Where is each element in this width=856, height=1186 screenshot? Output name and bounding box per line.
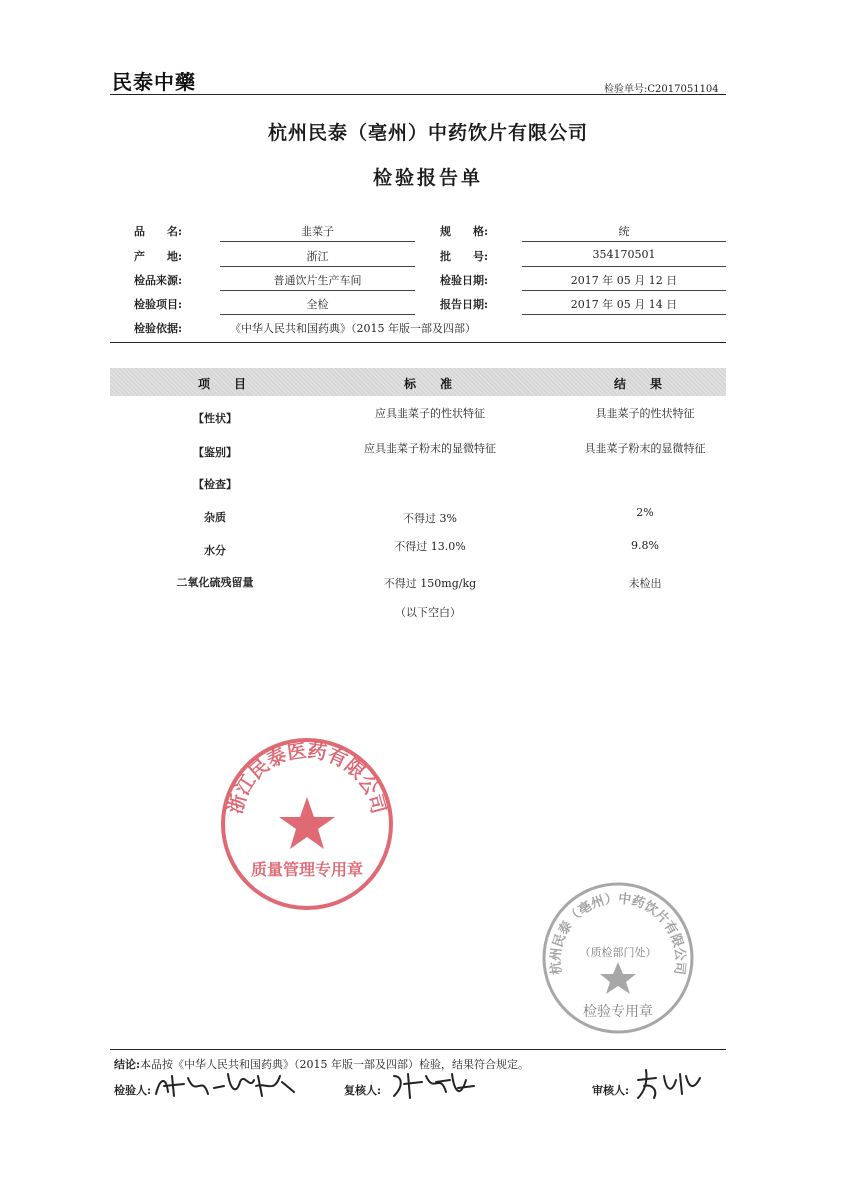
document-title: 检验报告单 bbox=[372, 167, 483, 189]
approver-label: 审核人: bbox=[592, 1084, 630, 1097]
inspection-item-label: 检验项目: bbox=[134, 298, 183, 311]
spec-label: 规 格: bbox=[440, 225, 489, 238]
row-result: 未检出 bbox=[628, 577, 662, 590]
inspection-item-underline bbox=[220, 314, 415, 315]
seal-ring-text: 浙江民泰医药有限公司 bbox=[224, 739, 390, 817]
row-standard: 应具韭菜子的性状特征 bbox=[375, 407, 485, 420]
inspector-signature bbox=[150, 1068, 300, 1102]
row-result: 9.8% bbox=[631, 539, 659, 552]
conclusion-text: 本品按《中华人民共和国药典》（2015 年版一部及四部）检验，结果符合规定。 bbox=[140, 1058, 530, 1071]
product-name-label: 品 名: bbox=[134, 225, 183, 238]
inspection-item-value: 全检 bbox=[306, 298, 329, 311]
row-item: 【鉴别】 bbox=[193, 446, 237, 459]
report-date-label: 报告日期: bbox=[440, 298, 489, 311]
row-result: 2% bbox=[636, 506, 654, 519]
row-standard: 不得过 150mg/kg bbox=[383, 577, 477, 590]
seal-star-icon bbox=[600, 962, 636, 994]
sample-source-underline bbox=[220, 290, 415, 291]
inspection-date-value: 2017 年 05 月 12 日 bbox=[570, 274, 678, 287]
origin-label: 产 地: bbox=[134, 250, 183, 263]
product-name-value: 韭菜子 bbox=[301, 225, 334, 238]
seal-star-icon bbox=[279, 797, 335, 849]
origin-underline bbox=[220, 266, 415, 267]
column-header-standard: 标 准 bbox=[403, 377, 458, 391]
spec-value: 统 bbox=[618, 225, 630, 238]
row-item: 杂质 bbox=[204, 511, 226, 524]
row-standard: 不得过 13.0% bbox=[394, 540, 466, 553]
column-header-item: 项 目 bbox=[197, 377, 252, 391]
company-name: 杭州民泰（亳州）中药饮片有限公司 bbox=[267, 122, 588, 144]
report-number-value: C2017051104 bbox=[647, 84, 719, 95]
reviewer-label: 复核人: bbox=[344, 1084, 382, 1097]
seal-bottom-text: 质量管理专用章 bbox=[250, 860, 364, 879]
company-logo: 民泰中藥 bbox=[112, 70, 196, 94]
product-name-underline bbox=[220, 241, 415, 242]
report-number-label: 检验单号: bbox=[604, 84, 648, 95]
batch-value: 354170501 bbox=[592, 248, 656, 261]
sample-source-value: 普通饮片生产车间 bbox=[273, 274, 362, 287]
row-item: 二氧化硫残留量 bbox=[176, 576, 254, 589]
row-result: 具韭菜子粉末的显微特征 bbox=[584, 442, 706, 455]
seal-center-text: （质检部门处） bbox=[579, 946, 657, 959]
report-number bbox=[604, 80, 719, 95]
row-item: 【检查】 bbox=[193, 478, 237, 491]
seal-bottom-text: 检验专用章 bbox=[583, 1004, 653, 1020]
row-standard: 不得过 3% bbox=[403, 512, 457, 525]
footer-divider bbox=[110, 1049, 726, 1050]
report-date-underline bbox=[522, 314, 726, 315]
blank-below-note: （以下空白） bbox=[395, 606, 461, 619]
approver-signature bbox=[634, 1066, 704, 1102]
results-table-header bbox=[110, 368, 726, 396]
inspector-label: 检验人: bbox=[114, 1084, 152, 1097]
info-section-divider bbox=[110, 342, 726, 343]
conclusion-label: 结论: bbox=[114, 1058, 141, 1071]
reviewer-signature bbox=[388, 1068, 478, 1104]
header-divider bbox=[110, 94, 726, 95]
spec-underline bbox=[522, 241, 726, 242]
row-item: 【性状】 bbox=[193, 412, 237, 425]
batch-underline bbox=[522, 266, 726, 267]
inspection-date-underline bbox=[522, 290, 726, 291]
sample-source-label: 检品来源: bbox=[134, 274, 183, 287]
batch-label: 批 号: bbox=[440, 250, 489, 263]
basis-label: 检验依据: bbox=[134, 322, 183, 335]
report-date-value: 2017 年 05 月 14 日 bbox=[570, 298, 678, 311]
quality-management-seal bbox=[218, 735, 396, 913]
basis-value: 《中华人民共和国药典》（2015 年版一部及四部） bbox=[230, 322, 476, 335]
origin-value: 浙江 bbox=[306, 250, 329, 263]
seal-ring-text: 杭州民泰（亳州）中药饮片有限公司 bbox=[548, 891, 688, 976]
column-header-result: 结 果 bbox=[613, 377, 668, 391]
row-result: 具韭菜子的性状特征 bbox=[595, 407, 695, 420]
row-item: 水分 bbox=[204, 544, 226, 557]
inspection-date-label: 检验日期: bbox=[440, 274, 489, 287]
row-standard: 应具韭菜子粉末的显微特征 bbox=[364, 442, 496, 455]
inspection-seal bbox=[538, 878, 698, 1038]
